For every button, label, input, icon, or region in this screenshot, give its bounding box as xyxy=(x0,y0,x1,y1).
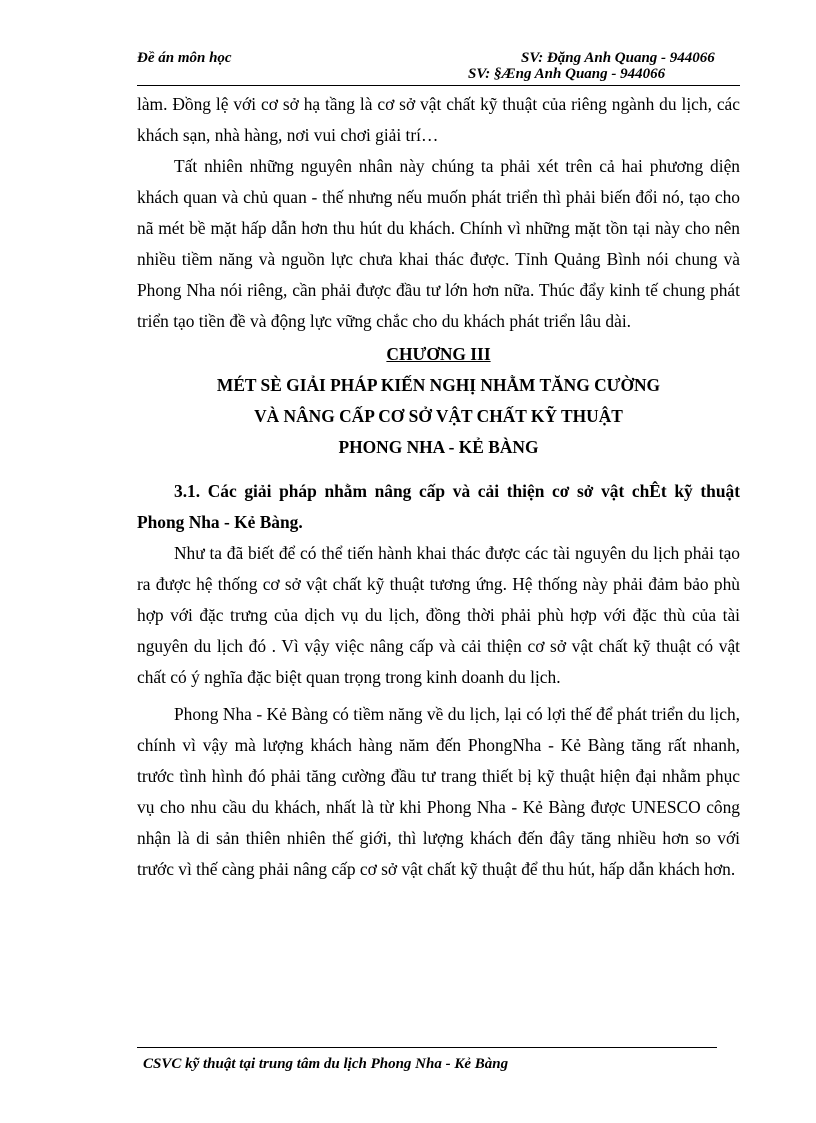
header-student-name: SV: Đặng Anh Quang - 944066 xyxy=(521,50,715,66)
document-body xyxy=(137,89,740,885)
section-title: 3.1. Các giải pháp nhằm nâng cấp và cải thiện cơ sở vật chÊt kỹ thuật Phong Nha - Kẻ Bàng. xyxy=(137,481,740,532)
header-student-name-garbled: SV: §Æng Anh Quang - 944066 xyxy=(468,66,666,82)
spacer xyxy=(137,463,740,476)
chapter-title-line-3: PHONG NHA - KẺ BÀNG xyxy=(338,437,539,457)
footer-divider xyxy=(137,1047,717,1048)
footer-title: CSVC kỹ thuật tại trung tâm du lịch Phong Nha - Kẻ Bàng xyxy=(143,1056,509,1072)
paragraph-continuation: làm. Đồng lệ với cơ sở hạ tầng là cơ sở vật chất kỹ thuật của riêng ngành du lịch, các khách sạn, nhà hàng, nơi vui chơi giải trí… xyxy=(137,94,740,145)
chapter-heading xyxy=(137,339,740,463)
chapter-title-line-1: MÉT SÈ GIẢI PHÁP KIẾN NGHỊ NHẰM TĂNG CƯỜNG xyxy=(216,375,661,395)
section-paragraph-2: Phong Nha - Kẻ Bàng có tiềm năng về du lịch, lại có lợi thế để phát triển du lịch, chính vì vậy mà lượng khách hàng năm đến PhongNha - Kẻ Bàng tăng rất nhanh, trước tình hình đó phải tăng cường đầu tư trang thiết bị kỹ thuật hiện đại nhằm phục vụ cho nhu cầu du khách, nhất là từ khi Phong Nha - Kẻ Bàng được UNESCO công nhận là di sản thiên nhiên thế giới, thì lượng khách đến đây tăng nhiều hơn so với trước vì thế càng phải nâng cấp cơ sở vật chất kỹ thuật để thu hút, hấp dẫn khách hơn. xyxy=(137,704,740,879)
chapter-label: CHƯƠNG III xyxy=(386,344,491,364)
chapter-title-line-2: VÀ NÂNG CẤP CƠ SỞ VẬT CHẤT KỸ THUẬT xyxy=(254,406,623,426)
header-course-title: Đề án môn học xyxy=(137,50,232,66)
section-paragraph-1: Như ta đã biết để có thể tiến hành khai thác được các tài nguyên du lịch phải tạo ra được hệ thống cơ sở vật chất kỹ thuật tương ứng. Hệ thống này phải đảm bảo phù hợp với đặc trưng của dịch vụ du lịch, đồng thời phải phù hợp với đặc thù của tài nguyên du lịch đó . Vì vậy việc nâng cấp và cải thiện cơ sở vật chất kỹ thuật có vật chất có ý nghĩa đặc biệt quan trọng trong kinh doanh du lịch. xyxy=(137,543,740,687)
header-divider xyxy=(137,85,740,86)
paragraph-causes: Tất nhiên những nguyên nhân này chúng ta phải xét trên cả hai phương diện khách quan và chủ quan - thế nhưng nếu muốn phát triển thì phải biến đổi nó, tạo cho nã mét bề mặt hấp dẫn hơn thu hút du khách. Chính vì những mặt tồn tại này cho nên nhiều tiềm năng và nguồn lực chưa khai thác được. Tỉnh Quảng Bình nói chung và Phong Nha nói riêng, cần phải được đầu tư lớn hơn nữa. Thúc đẩy kinh tế chung phát triển tạo tiền đề và động lực vững chắc cho du khách phát triển lâu dài. xyxy=(137,156,740,331)
